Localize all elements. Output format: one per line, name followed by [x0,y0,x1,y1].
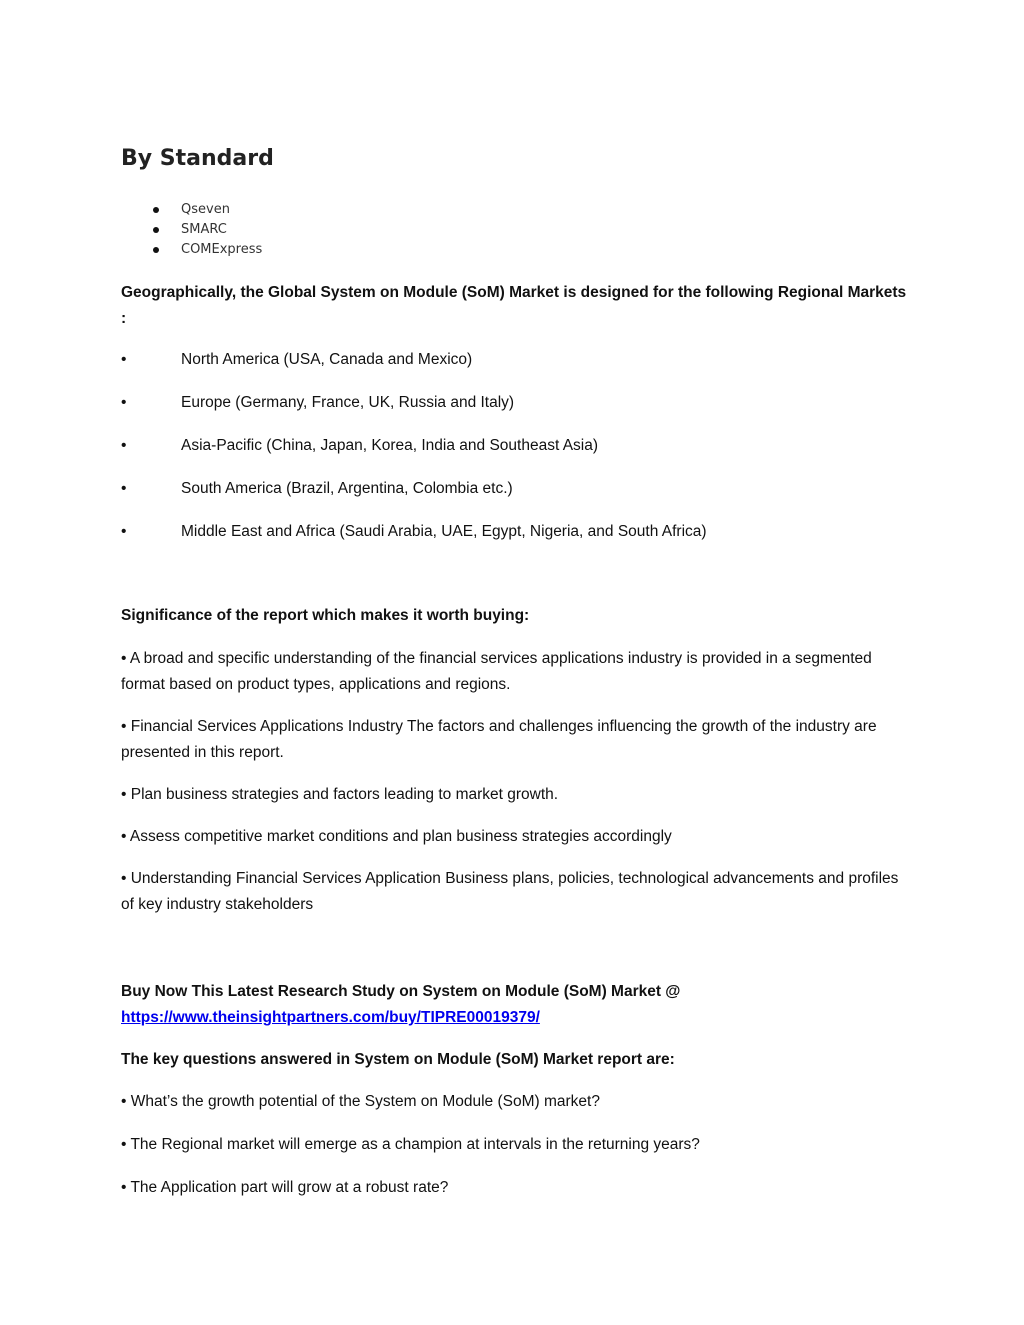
list-item [121,347,707,390]
list-item: • What’s the growth potential of the System on Module (SoM) market? [121,1093,600,1110]
standard-item-label: SMARC [181,222,227,237]
list-item [121,221,262,241]
bullet-icon: • [121,437,127,454]
bullet-icon: • [121,480,127,497]
list-item: • Plan business strategies and factors leading to market growth. [121,786,559,803]
region-label: North America (USA, Canada and Mexico) [181,351,473,368]
bullet-icon: • [121,351,127,368]
bullet-icon: • [121,523,127,540]
standard-item-label: Qseven [181,202,230,217]
buy-now-link[interactable]: https://www.theinsightpartners.com/buy/TIPRE00019379/ [121,1009,540,1026]
bullet-icon [153,247,159,253]
region-label: Middle East and Africa (Saudi Arabia, UAE, Egypt, Nigeria, and South Africa) [181,523,707,540]
list-item: • Assess competitive market conditions and plan business strategies accordingly [121,828,672,845]
significance-list [121,646,911,934]
region-label: Europe (Germany, France, UK, Russia and Italy) [181,394,515,411]
list-item: • The Application part will grow at a robust rate? [121,1179,449,1196]
list-item [121,241,262,261]
standard-heading: By Standard [121,146,274,171]
significance-heading: Significance of the report which makes it worth buying: [121,607,530,624]
list-item [121,476,707,519]
geography-heading: Geographically, the Global System on Module (SoM) Market is designed for the following Regional Markets : [121,284,907,327]
buy-now-text: Buy Now This Latest Research Study on System on Module (SoM) Market @ [121,983,681,1000]
region-label: South America (Brazil, Argentina, Colombia etc.) [181,480,513,497]
list-item: • Financial Services Applications Industry The factors and challenges influencing the growth of the industry are presented in this report. [121,718,877,761]
standard-list [121,201,262,261]
list-item: • Understanding Financial Services Application Business plans, policies, technological advancements and profiles of key industry stakeholders [121,870,899,913]
bullet-icon [153,227,159,233]
buy-now-paragraph [121,979,911,1031]
list-item [121,433,707,476]
list-item: • The Regional market will emerge as a champion at intervals in the returning years? [121,1136,700,1153]
key-questions-list [121,1089,911,1218]
list-item: • A broad and specific understanding of the financial services applications industry is provided in a segmented format based on product types, applications and regions. [121,650,872,693]
bullet-icon [153,207,159,213]
key-questions-heading: The key questions answered in System on Module (SoM) Market report are: [121,1051,675,1068]
list-item [121,390,707,433]
standard-item-label: COMExpress [181,242,263,257]
region-list [121,347,707,562]
bullet-icon: • [121,394,127,411]
list-item [121,201,262,221]
list-item [121,519,707,562]
region-label: Asia-Pacific (China, Japan, Korea, India and Southeast Asia) [181,437,599,454]
